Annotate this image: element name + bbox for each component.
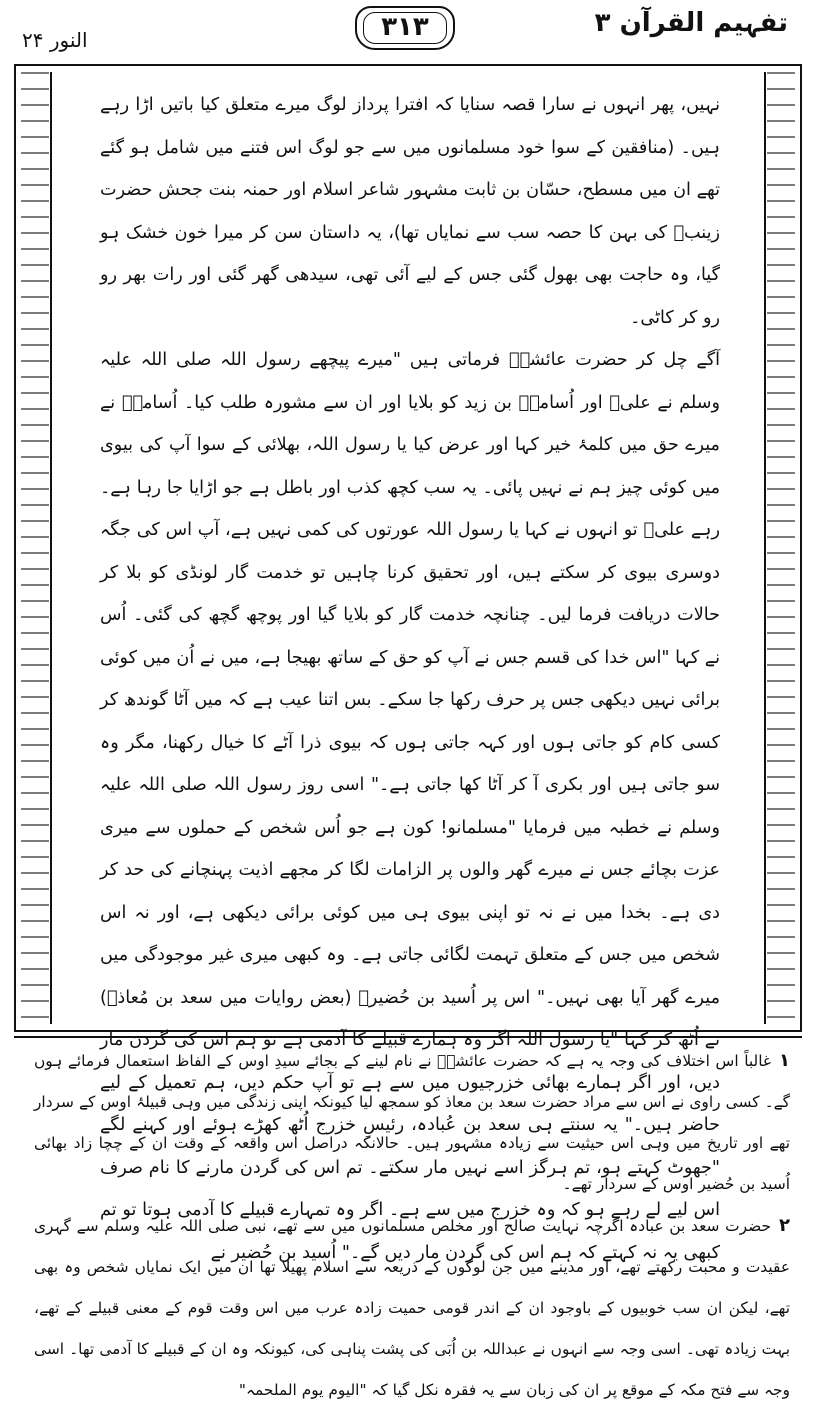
page-number: ۳۱۳ bbox=[381, 12, 429, 42]
footnote-marker: ۱ bbox=[779, 1050, 790, 1071]
footnote-2 bbox=[34, 1205, 790, 1411]
footnote-divider bbox=[14, 1036, 802, 1038]
surah-name: النور ۲۴ bbox=[22, 28, 88, 52]
book-title: تفہیم القرآن ۳ bbox=[594, 8, 788, 38]
footnote-marker: ۲ bbox=[779, 1215, 790, 1236]
footnote-text: غالباً اس اختلاف کی وجہ یہ ہے کہ حضرت عائشہؓ نے نام لینے کے بجائے سیدِ اوس کے الفاظ استعمال فرمائے ہوں گے۔ کسی راوی نے اس سے مراد حضرت سعد بن معاذ کو سمجھ لیا کیونکہ اپنی زندگی میں وہی قبیلۂ اوس کے سردار تھے اور تاریخ میں وہی اس حیثیت سے زیادہ مشہور ہیں۔ حالانکہ دراصل اس واقعہ کے وقت ان کے چچا زاد بھائی اُسید بن حُضیر اوس کے سردار تھے۔ bbox=[34, 1052, 790, 1193]
footnotes bbox=[34, 1040, 790, 1399]
body-paragraph-1: نہیں، پھر انہوں نے سارا قصہ سنایا کہ افترا پرداز لوگ میرے متعلق کیا باتیں اڑا رہے ہیں۔ (منافقین کے سوا خود مسلمانوں میں سے جو لوگ اس فتنے میں شامل ہو گئے تھے ان میں مسطح، حسّان بن ثابت مشہور شاعر اسلام اور حمنہ بنت جحش حضرت زینبؓ کی بہن کا حصہ سب سے نمایاں تھا)، یہ داستان سن کر میرا خون خشک ہو گیا، وہ حاجت بھی بھول گئی جس کے لیے آئی تھی، سیدھی گھر گئی اور رات بھر رو رو کر کاٹی۔ bbox=[100, 95, 720, 328]
footnote-1 bbox=[34, 1040, 790, 1205]
body-paragraph-2: آگے چل کر حضرت عائشہؓ فرماتی ہیں "میرے پیچھے رسول اللہ صلی اللہ علیہ وسلم نے علیؓ اور اُسامہؓ بن زید کو بلایا اور ان سے مشورہ طلب کیا۔ اُسامہؓ نے میرے حق میں کلمۂ خیر کہا اور عرض کیا یا رسول اللہ، بھلائی کے سوا آپ کی بیوی میں کوئی چیز ہم نے نہیں پائی۔ یہ سب کچھ کذب اور باطل ہے جو اڑایا جا رہا ہے۔ رہے علیؓ تو انہوں نے کہا یا رسول اللہ عورتوں کی کمی نہیں ہے، آپ اس کی جگہ دوسری بیوی کر سکتے ہیں، اور تحقیق کرنا چاہیں تو خدمت گار لونڈی کو بلا کر حالات دریافت فرما لیں۔ چنانچہ خدمت گار کو بلایا گیا اور پوچھ گچھ کی گئی۔ اُس نے کہا "اس خدا کی قسم جس نے آپ کو حق کے ساتھ بھیجا ہے، میں نے اُن میں کوئی برائی نہیں دیکھی جس پر حرف رکھا جا سکے۔ بس اتنا عیب ہے کہ میں آٹا گوندھ کر کسی کام کو جاتی ہوں اور کہہ جاتی ہوں کہ بیوی ذرا آٹے کا خیال رکھنا، مگر وہ سو جاتی ہیں اور بکری آ کر آٹا کھا جاتی ہے۔" اسی روز رسول اللہ صلی اللہ علیہ وسلم نے خطبہ میں فرمایا "مسلمانو! کون ہے جو اُس شخص کے حملوں سے میری عزت بچائے جس نے میرے گھر والوں پر الزامات لگا کر مجھے اذیت پہنچانے کی حد کر دی ہے۔ بخدا میں نے نہ تو اپنی بیوی ہی میں کوئی برائی دیکھی ہے، اور نہ اس شخص میں جس کے متعلق تہمت لگائی جاتی ہے۔ وہ کبھی میری غیر موجودگی میں میرے گھر آیا بھی نہیں۔" اس پر اُسید بن حُضیرؓ (بعض روایات میں سعد بن مُعاذؓ) نے اُٹھ کر کہا "یا رسول اللہ اگر وہ ہمارے قبیلے کا آدمی ہے تو ہم اس کی گردن مار دیں، اور اگر ہمارے بھائی خزرجیوں میں سے ہے تو آپ حکم دیں، ہم تعمیل کے لیے حاضر ہیں۔" یہ سنتے ہی سعد بن عُبادہ، رئیسِ خزرج اُٹھ کھڑے ہوئے اور کہنے لگے "جھوٹ کہتے ہو، تم ہرگز اسے نہیں مار سکتے۔ تم اس کی گردن مارنے کا نام صرف اس لیے لے رہے ہو کہ وہ خزرج میں سے ہے۔ اگر وہ تمہارے قبیلے کا آدمی ہوتا تو تم کبھی یہ نہ کہتے کہ ہم اس کی گردن مار دیں گے۔" اُسید بن حُضیر نے bbox=[100, 350, 720, 1263]
page-number-frame bbox=[355, 6, 455, 50]
footnote-text: حضرت سعد بن عبادہ اگرچہ نہایت صالح اور مخلص مسلمانوں میں سے تھے، نبی صلی اللہ علیہ وسلم سے گہری عقیدت و محبت رکھتے تھے، اور مدینے میں جن لوگوں کے ذریعہ سے اسلام پھیلا تھا ان میں ایک نمایاں شخص وہ بھی تھے، لیکن ان سب خوبیوں کے باوجود ان کے اندر قومی حمیت زادہ عرب میں اس وقت قوم کے معنی قبیلے کے تھے، بہت زیادہ تھی۔ اسی وجہ سے انہوں نے عبداللہ بن اُبَی کی پشت پناہی کی، کیونکہ وہ ان کے قبیلے کا آدمی تھا۔ اسی وجہ سے فتح مکہ کے موقع پر ان کی زبان سے یہ فقرہ نکل گیا کہ "الیوم یوم الملحمہ" bbox=[34, 1217, 790, 1399]
page-header bbox=[0, 0, 816, 60]
